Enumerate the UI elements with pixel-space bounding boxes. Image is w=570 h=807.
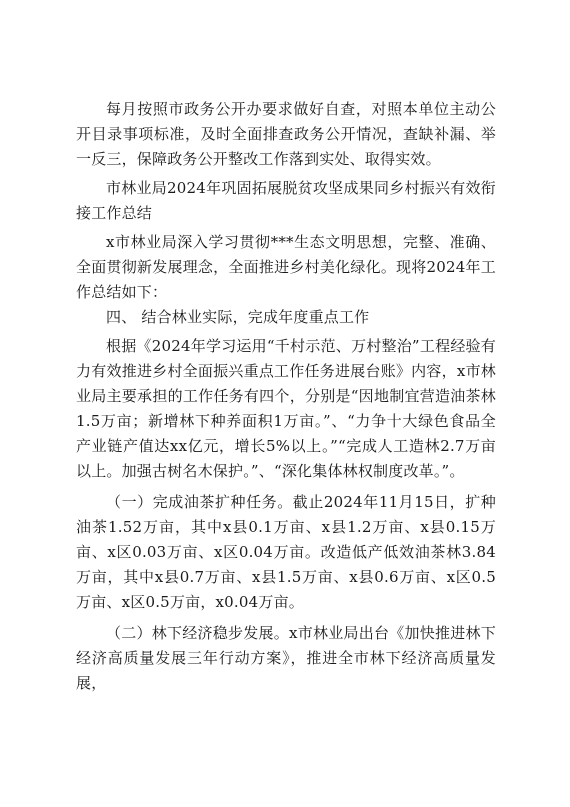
paragraph-oil-tea: （一）完成油茶扩种任务。截止2024年11月15日，扩种油茶1.52万亩，其中x县0.1万亩、x县1.2万亩、x县0.15万亩、x区0.03万亩、x区0.04万亩。改造低产低效油茶林3.84万亩，其中x县0.7万亩、x县1.5万亩、x县0.6万亩、x区0.5万亩、x区0.5万亩，x0.04万亩。 bbox=[76, 493, 496, 611]
paragraph-intro: x市林业局深入学习贯彻***生态文明思想，完整、准确、全面贯彻新发展理念，全面推进乡村美化绿化。现将2024年工作总结如下： bbox=[76, 233, 496, 301]
paragraph-tasks: 根据《2024年学习运用“千村示范、万村整治”工程经验有力有效推进乡村全面振兴重点工作任务进展台账》内容，x市林业局主要承担的工作任务有四个，分别是“因地制宜营造油茶林1.5万亩；新增林下种养面积1万亩。”、“力争十大绿色食品全产业链产值达xx亿元，增长5%以上。”“完成人工造林2.7万亩以上。加强古树名木保护。”、“深化集体林权制度改革。”。 bbox=[76, 337, 496, 480]
document-title: 市林业局2024年巩固拓展脱贫攻坚成果同乡村振兴有效衔接工作总结 bbox=[76, 179, 496, 222]
paragraph-forest-economy: （二）林下经济稳步发展。x市林业局出台《加快推进林下经济高质量发展三年行动方案》，推进全市林下经济高质量发展， bbox=[76, 624, 496, 692]
section-heading-4: 四、 结合林业实际，完成年度重点工作 bbox=[106, 308, 370, 326]
document-body bbox=[76, 97, 496, 696]
paragraph-self-inspection: 每月按照市政务公开办要求做好自查，对照本单位主动公开目录事项标准，及时全面排查政务公开情况，查缺补漏、举一反三，保障政务公开整改工作落到实处、取得实效。 bbox=[76, 100, 496, 168]
